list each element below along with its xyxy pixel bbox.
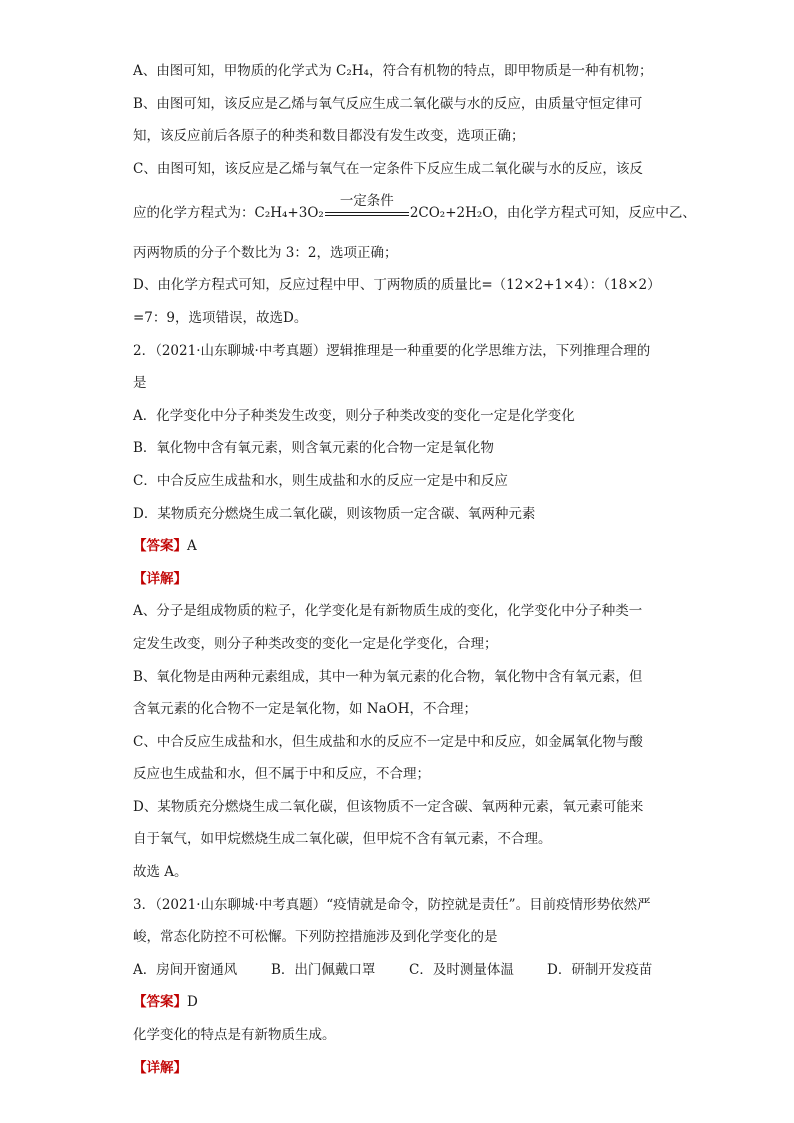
question-3-stem-cont: 峻，常态化防控不可松懈。下列防控措施涉及到化学变化的是	[133, 929, 498, 946]
explanation-line: 知，该反应前后各原子的种类和数目都没有发生改变，选项正确；	[133, 128, 525, 145]
explanation-line: =7：9，选项错误，故选D。	[133, 309, 308, 326]
answer-value: A	[187, 538, 197, 555]
equals-bar-bottom	[325, 215, 409, 216]
detail-heading	[133, 1059, 673, 1077]
question-2-stem-cont: 是	[133, 375, 147, 392]
option-c: C．及时测量体温	[409, 961, 514, 978]
answer-value: D	[187, 994, 198, 1011]
option-d: D．某物质充分燃烧生成二氧化碳，则该物质一定含碳、氧两种元素	[133, 505, 536, 522]
reaction-arrow	[325, 192, 409, 222]
detail-line: 自于氧气，如甲烷燃烧生成二氧化碳，但甲烷不含有氧元素，不合理。	[133, 831, 552, 848]
answer-line	[133, 537, 673, 555]
detail-tag: 【详解】	[133, 1059, 187, 1076]
explanation-line: B、由图可知，该反应是乙烯与氧气反应生成二氧化碳与水的反应，由质量守恒定律可	[133, 95, 643, 112]
explanation-line: 丙两物质的分子个数比为 3：2，选项正确；	[133, 244, 398, 261]
detail-line: 含氧元素的化合物不一定是氧化物，如 NaOH，不合理；	[133, 701, 477, 718]
option-b: B．出门佩戴口罩	[271, 961, 376, 978]
detail-line: B、氧化物是由两种元素组成，其中一种为氧元素的化合物，氧化物中含有氧元素，但	[133, 668, 643, 685]
option-c: C．中合反应生成盐和水，则生成盐和水的反应一定是中和反应	[133, 472, 508, 489]
detail-line: 定发生改变，则分子种类改变的变化一定是化学变化，合理；	[133, 635, 498, 652]
reaction-condition: 一定条件	[339, 192, 394, 209]
explanation-line: A、由图可知，甲物质的化学式为 C₂H₄，符合有机物的特点，即甲物质是一种有机物；	[133, 63, 653, 79]
page-content	[133, 62, 696, 1077]
detail-line: 故选 A。	[133, 864, 188, 881]
detail-line: 反应也生成盐和水，但不属于中和反应，不合理；	[133, 766, 430, 783]
option-b: B．氧化物中含有氧元素，则含氧元素的化合物一定是氧化物	[133, 440, 494, 457]
question-3-stem: 3．（2021·山东聊城·中考真题）“疫情就是命令，防控就是责任”。目前疫情形势依然严	[133, 896, 651, 913]
answer-line	[133, 993, 673, 1011]
equation-products: 2CO₂+2H₂O，由化学方程式可知，反应中乙、	[409, 204, 696, 221]
option-a: A．房间开窗通风	[133, 961, 238, 978]
equation-reactants: 应的化学方程式为：C₂H₄+3O₂	[133, 204, 324, 221]
option-d: D．研制开发疫苗	[547, 961, 653, 978]
explanation-line: C、由图可知，该反应是乙烯与氧气在一定条件下反应生成二氧化碳与水的反应，该反	[133, 160, 643, 177]
detail-heading	[133, 570, 673, 588]
detail-tag: 【详解】	[133, 570, 187, 587]
equals-bar-top	[325, 212, 409, 213]
question-3-options	[133, 961, 673, 979]
answer-tag: 【答案】	[133, 538, 187, 555]
detail-line: A、分子是组成物质的粒子，化学变化是有新物质生成的变化，化学变化中分子种类一	[133, 603, 643, 620]
detail-line: D、某物质充分燃烧生成二氧化碳，但该物质不一定含碳、氧两种元素，氧元素可能来	[133, 798, 644, 815]
answer-tag: 【答案】	[133, 994, 187, 1011]
analysis-line: 化学变化的特点是有新物质生成。	[133, 1027, 336, 1044]
chemical-equation-line	[133, 192, 696, 222]
option-a: A．化学变化中分子种类发生改变，则分子种类改变的变化一定是化学变化	[133, 407, 575, 424]
question-2-stem: 2．（2021·山东聊城·中考真题）逻辑推理是一种重要的化学思维方法，下列推理合理的	[133, 342, 651, 359]
detail-line: C、中合反应生成盐和水，但生成盐和水的反应不一定是中和反应，如金属氧化物与酸	[133, 733, 643, 750]
explanation-line: D、由化学方程式可知，反应过程中甲、丁两物质的质量比=（12×2+1×4）：（18×2）	[133, 277, 661, 294]
